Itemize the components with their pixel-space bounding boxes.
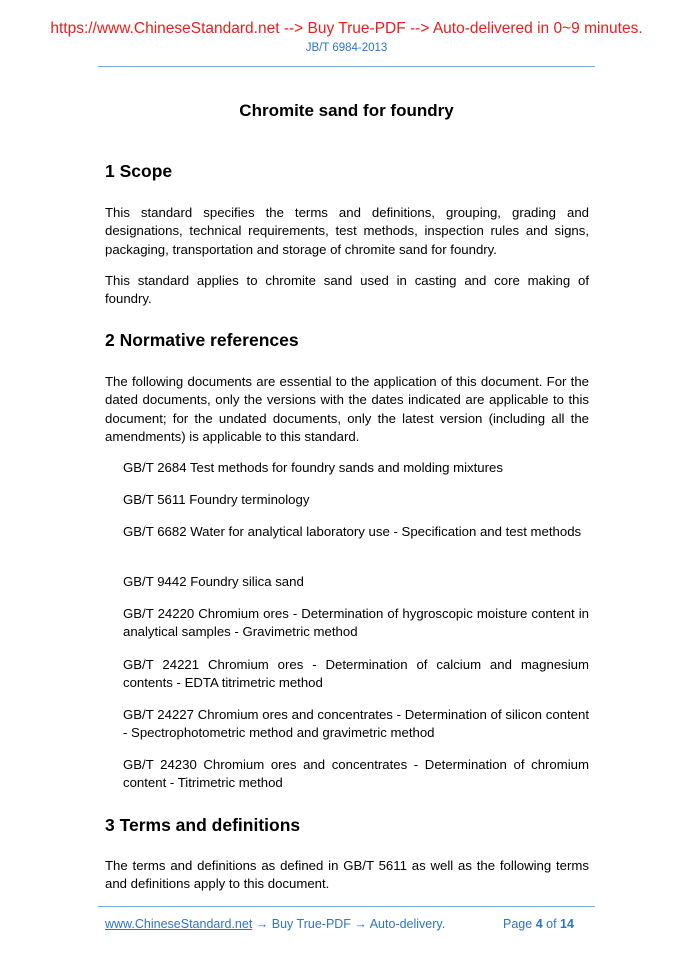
normative-intro-paragraph: The following documents are essential to the application of this document. For the dated documents, only the versions with the dates indicated are applicable to this document; for the undated documents, only the latest version (including all the amendments) is applicable to this standard.: [105, 374, 589, 444]
section-heading-normative-references: 2 Normative references: [105, 330, 299, 350]
standard-code: JB/T 6984-2013: [305, 42, 388, 54]
page-current: 4: [535, 917, 543, 931]
reference-item: GB/T 6682 Water for analytical laboratory use - Specification and test methods: [123, 524, 582, 539]
page-total: 14: [560, 917, 574, 931]
reference-item: GB/T 2684 Test methods for foundry sands and molding mixtures: [123, 460, 503, 475]
footer-divider: [98, 906, 595, 907]
page-indicator: [503, 917, 574, 932]
section-heading-terms-and-definitions: 3 Terms and definitions: [105, 815, 301, 835]
footer-site-link[interactable]: www.ChineseStandard.net: [105, 917, 253, 931]
reference-item: GB/T 24230 Chromium ores and concentrates - Determination of chromium content - Titrimetric method: [123, 757, 589, 791]
top-banner-link[interactable]: https://www.ChineseStandard.net --> Buy True-PDF --> Auto-delivered in 0~9 minutes.: [50, 20, 643, 37]
footer-tagline: → Buy True-PDF → Auto-delivery.: [252, 917, 446, 931]
reference-item: GB/T 5611 Foundry terminology: [123, 492, 310, 507]
page-of: of: [546, 917, 557, 931]
reference-item: GB/T 24227 Chromium ores and concentrates - Determination of silicon content - Spectrophotometric method and gravimetric method: [123, 707, 589, 741]
document-title: Chromite sand for foundry: [239, 101, 454, 121]
header-divider: [98, 66, 595, 67]
section-heading-scope: 1 Scope: [105, 161, 173, 181]
scope-paragraph-2: This standard applies to chromite sand used in casting and core making of foundry.: [105, 273, 589, 307]
reference-item: GB/T 9442 Foundry silica sand: [123, 574, 304, 589]
page-label: Page: [503, 917, 533, 931]
reference-item: GB/T 24220 Chromium ores - Determination of hygroscopic moisture content in analytical samples - Gravimetric method: [123, 606, 589, 640]
reference-item: GB/T 24221 Chromium ores - Determination of calcium and magnesium contents - EDTA titrimetric method: [123, 657, 589, 691]
terms-paragraph-1: The terms and definitions as defined in GB/T 5611 as well as the following terms and definitions apply to this document.: [105, 858, 589, 892]
scope-paragraph-1: This standard specifies the terms and definitions, grouping, grading and designations, technical requirements, test methods, inspection rules and signs, packaging, transportation and storage of chromite sand for foundry.: [105, 205, 589, 257]
footer-links: [105, 917, 445, 932]
